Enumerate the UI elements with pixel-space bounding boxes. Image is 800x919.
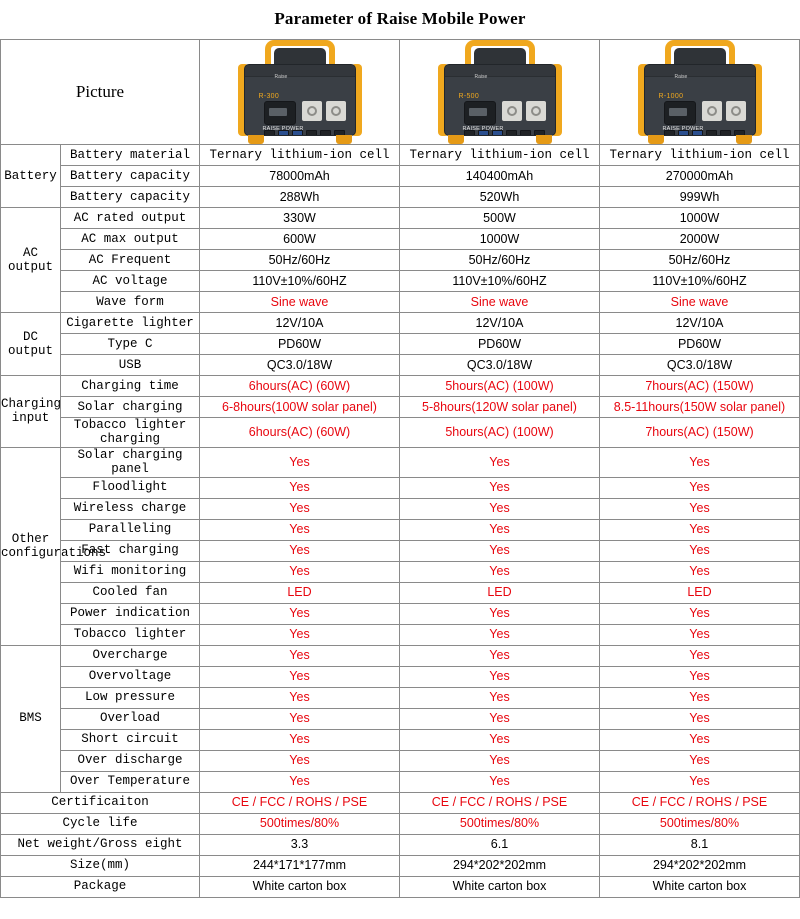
row-item: AC max output — [61, 229, 200, 250]
product-image-r300 — [200, 40, 400, 145]
row-value: QC3.0/18W — [400, 355, 600, 376]
row-value: 288Wh — [200, 187, 400, 208]
row-value: Yes — [600, 729, 800, 750]
row-value: Yes — [200, 447, 400, 477]
page-title: Parameter of Raise Mobile Power — [274, 9, 526, 28]
row-item: Battery capacity — [61, 166, 200, 187]
row-item: Tobacco lighter charging — [61, 418, 200, 448]
row-value: Yes — [200, 645, 400, 666]
row-value: Yes — [400, 666, 600, 687]
row-value: Yes — [600, 561, 800, 582]
row-value: 1000W — [600, 208, 800, 229]
group-label-battery: Battery — [1, 145, 61, 208]
row-value: 500times/80% — [200, 813, 400, 834]
row-value: 110V±10%/60HZ — [400, 271, 600, 292]
row-item: Overvoltage — [61, 666, 200, 687]
row-value: Yes — [600, 498, 800, 519]
row-item: Solar charging — [61, 397, 200, 418]
table-row — [1, 397, 800, 418]
row-value: Yes — [600, 687, 800, 708]
row-value: Yes — [400, 603, 600, 624]
row-value: Yes — [200, 498, 400, 519]
row-value: Sine wave — [200, 292, 400, 313]
row-value: 500W — [400, 208, 600, 229]
row-value: 7hours(AC) (150W) — [600, 376, 800, 397]
row-value: Yes — [400, 477, 600, 498]
picture-row — [1, 40, 800, 145]
row-item: Overcharge — [61, 645, 200, 666]
table-row — [1, 603, 800, 624]
row-value: 330W — [200, 208, 400, 229]
table-row — [1, 540, 800, 561]
table-row — [1, 687, 800, 708]
row-value: CE / FCC / ROHS / PSE — [600, 792, 800, 813]
row-value: 50Hz/60Hz — [600, 250, 800, 271]
row-value: 6-8hours(100W solar panel) — [200, 397, 400, 418]
unit-brand-0: Raise — [274, 74, 288, 80]
table-row — [1, 334, 800, 355]
table-row — [1, 624, 800, 645]
row-value: 50Hz/60Hz — [400, 250, 600, 271]
table-row — [1, 561, 800, 582]
table-row — [1, 771, 800, 792]
row-value: 12V/10A — [200, 313, 400, 334]
unit-brand-1: Raise — [474, 74, 488, 80]
row-value: 12V/10A — [400, 313, 600, 334]
row-value: Yes — [400, 729, 600, 750]
group-label-other: Other configurations — [1, 447, 61, 645]
table-body — [1, 40, 800, 898]
table-row — [1, 292, 800, 313]
specification-table — [0, 39, 800, 898]
row-value: White carton box — [200, 876, 400, 897]
row-value: 294*202*202mm — [600, 855, 800, 876]
row-value: Ternary lithium-ion cell — [600, 145, 800, 166]
row-value: Yes — [400, 645, 600, 666]
row-value: Yes — [400, 519, 600, 540]
table-row — [1, 447, 800, 477]
group-label-ac-output: AC output — [1, 208, 61, 313]
table-row — [1, 519, 800, 540]
unit-model-0: R-300 — [258, 93, 280, 100]
row-value: PD60W — [400, 334, 600, 355]
row-item: AC rated output — [61, 208, 200, 229]
row-value: Yes — [600, 645, 800, 666]
row-value: 5hours(AC) (100W) — [400, 376, 600, 397]
table-row — [1, 729, 800, 750]
row-item: Cycle life — [1, 813, 200, 834]
row-value: 5hours(AC) (100W) — [400, 418, 600, 448]
row-value: 500times/80% — [400, 813, 600, 834]
row-item: Battery material — [61, 145, 200, 166]
row-value: Yes — [200, 750, 400, 771]
row-value: QC3.0/18W — [200, 355, 400, 376]
row-value: 110V±10%/60HZ — [600, 271, 800, 292]
row-value: 600W — [200, 229, 400, 250]
table-row — [1, 666, 800, 687]
row-value: Ternary lithium-ion cell — [400, 145, 600, 166]
row-value: Yes — [600, 447, 800, 477]
row-item: Paralleling — [61, 519, 200, 540]
row-value: 520Wh — [400, 187, 600, 208]
row-value: CE / FCC / ROHS / PSE — [200, 792, 400, 813]
row-value: PD60W — [200, 334, 400, 355]
row-item: Cigarette lighter — [61, 313, 200, 334]
row-value: Yes — [200, 729, 400, 750]
table-row — [1, 187, 800, 208]
row-value: Yes — [200, 624, 400, 645]
table-row — [1, 750, 800, 771]
row-item: Low pressure — [61, 687, 200, 708]
row-value: Yes — [200, 540, 400, 561]
table-row — [1, 855, 800, 876]
power-station-icon: Raise R-500 RAISE POWER — [438, 40, 562, 144]
row-value: Yes — [200, 687, 400, 708]
row-item: Charging time — [61, 376, 200, 397]
row-value: Yes — [400, 708, 600, 729]
row-value: 5-8hours(120W solar panel) — [400, 397, 600, 418]
row-item: Wifi monitoring — [61, 561, 200, 582]
picture-label: Picture — [1, 40, 200, 145]
table-row — [1, 418, 800, 448]
table-row — [1, 498, 800, 519]
row-value: PD60W — [600, 334, 800, 355]
row-value: Yes — [400, 750, 600, 771]
row-value: 999Wh — [600, 187, 800, 208]
row-value: 294*202*202mm — [400, 855, 600, 876]
row-value: Yes — [400, 498, 600, 519]
row-value: 2000W — [600, 229, 800, 250]
row-value: Ternary lithium-ion cell — [200, 145, 400, 166]
row-item: AC Frequent — [61, 250, 200, 271]
row-value: Yes — [600, 750, 800, 771]
row-value: White carton box — [400, 876, 600, 897]
unit-model-2: R-1000 — [658, 93, 684, 100]
row-value: 8.5-11hours(150W solar panel) — [600, 397, 800, 418]
table-row — [1, 166, 800, 187]
row-value: 110V±10%/60HZ — [200, 271, 400, 292]
row-value: Yes — [200, 561, 400, 582]
table-row — [1, 582, 800, 603]
table-row — [1, 834, 800, 855]
table-row — [1, 645, 800, 666]
row-item: Type C — [61, 334, 200, 355]
unit-model-1: R-500 — [458, 93, 480, 100]
power-station-icon: Raise R-300 RAISE POWER — [238, 40, 362, 144]
row-value: 6hours(AC) (60W) — [200, 418, 400, 448]
row-value: CE / FCC / ROHS / PSE — [400, 792, 600, 813]
row-value: Yes — [600, 540, 800, 561]
row-value: QC3.0/18W — [600, 355, 800, 376]
row-item: Certificaiton — [1, 792, 200, 813]
row-value: LED — [400, 582, 600, 603]
row-value: 244*171*177mm — [200, 855, 400, 876]
table-row — [1, 355, 800, 376]
row-item: Battery capacity — [61, 187, 200, 208]
row-value: Sine wave — [600, 292, 800, 313]
row-value: 270000mAh — [600, 166, 800, 187]
row-value: Yes — [600, 666, 800, 687]
row-value: Yes — [400, 771, 600, 792]
table-row — [1, 271, 800, 292]
row-value: 6hours(AC) (60W) — [200, 376, 400, 397]
row-item: Overload — [61, 708, 200, 729]
table-row — [1, 250, 800, 271]
group-label-bms: BMS — [1, 645, 61, 792]
row-item: Over Temperature — [61, 771, 200, 792]
row-value: Yes — [600, 603, 800, 624]
table-row — [1, 876, 800, 897]
row-item: Wave form — [61, 292, 200, 313]
row-value: Yes — [400, 540, 600, 561]
table-row — [1, 229, 800, 250]
row-value: Yes — [400, 624, 600, 645]
row-item: Fast charging — [61, 540, 200, 561]
row-item: Power indication — [61, 603, 200, 624]
power-station-icon: Raise R-1000 RAISE POWER — [638, 40, 762, 144]
row-value: Yes — [200, 666, 400, 687]
row-item: Over discharge — [61, 750, 200, 771]
row-value: Sine wave — [400, 292, 600, 313]
row-value: 12V/10A — [600, 313, 800, 334]
row-value: Yes — [200, 771, 400, 792]
row-value: 140400mAh — [400, 166, 600, 187]
table-row — [1, 477, 800, 498]
row-value: 78000mAh — [200, 166, 400, 187]
row-value: 6.1 — [400, 834, 600, 855]
row-value: Yes — [400, 561, 600, 582]
row-item: Floodlight — [61, 477, 200, 498]
row-item: Solar charging panel — [61, 447, 200, 477]
row-value: Yes — [200, 708, 400, 729]
table-row — [1, 376, 800, 397]
row-item: Net weight/Gross eight — [1, 834, 200, 855]
row-item: AC voltage — [61, 271, 200, 292]
row-value: Yes — [600, 624, 800, 645]
row-item: USB — [61, 355, 200, 376]
row-value: Yes — [600, 708, 800, 729]
table-row — [1, 792, 800, 813]
row-item: Wireless charge — [61, 498, 200, 519]
table-row — [1, 313, 800, 334]
row-value: LED — [600, 582, 800, 603]
table-row — [1, 208, 800, 229]
row-value: Yes — [200, 519, 400, 540]
table-row — [1, 813, 800, 834]
product-image-r1000 — [600, 40, 800, 145]
row-value: 3.3 — [200, 834, 400, 855]
row-value: 7hours(AC) (150W) — [600, 418, 800, 448]
row-value: 8.1 — [600, 834, 800, 855]
row-item: Tobacco lighter — [61, 624, 200, 645]
group-label-dc-output: DC output — [1, 313, 61, 376]
row-value: Yes — [600, 771, 800, 792]
row-item: Size(mm) — [1, 855, 200, 876]
row-value: Yes — [600, 519, 800, 540]
row-value: Yes — [600, 477, 800, 498]
product-image-r500 — [400, 40, 600, 145]
row-value: 1000W — [400, 229, 600, 250]
row-value: White carton box — [600, 876, 800, 897]
table-row — [1, 708, 800, 729]
row-item: Short circuit — [61, 729, 200, 750]
row-item: Cooled fan — [61, 582, 200, 603]
row-value: LED — [200, 582, 400, 603]
table-row — [1, 145, 800, 166]
unit-brand-2: Raise — [674, 74, 688, 80]
row-item: Package — [1, 876, 200, 897]
row-value: Yes — [200, 603, 400, 624]
row-value: 500times/80% — [600, 813, 800, 834]
group-label-charging-input: Charging input — [1, 376, 61, 448]
row-value: Yes — [400, 687, 600, 708]
row-value: Yes — [200, 477, 400, 498]
row-value: Yes — [400, 447, 600, 477]
row-value: 50Hz/60Hz — [200, 250, 400, 271]
